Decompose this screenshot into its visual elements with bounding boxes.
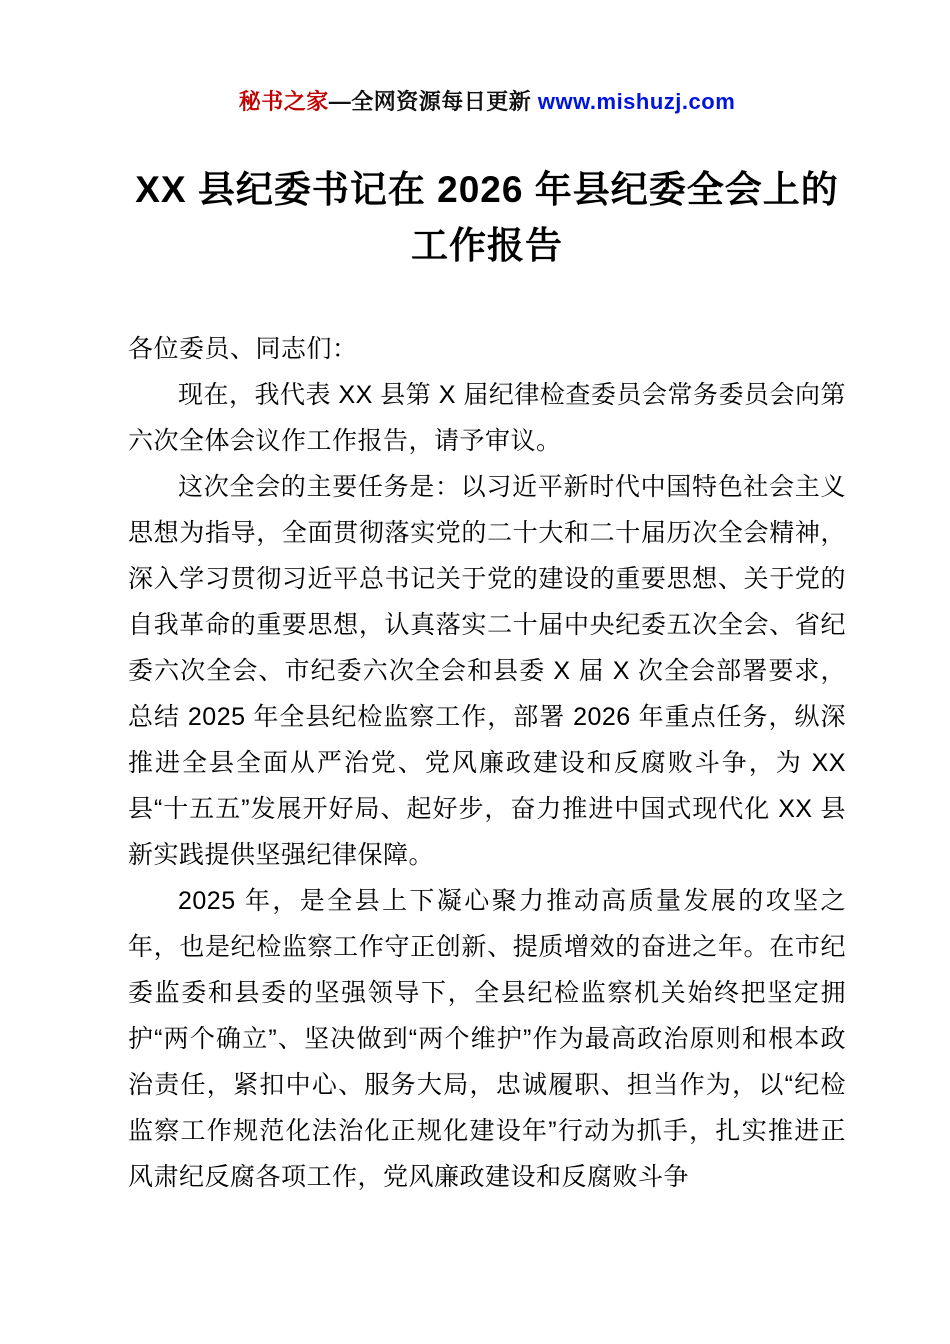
paragraph: 2025 年，是全县上下凝心聚力推动高质量发展的攻坚之年，也是纪检监察工作守正创新、提质增效的奋进之年。在市纪委监委和县委的坚强领导下，全县纪检监察机关始终把坚定拥护“两个确立”、坚决做到“两个维护”作为最高政治原则和根本政治责任，紧扣中心、服务大局，忠诚履职、担当作为，以“纪检监察工作规范化法治化正规化建设年”行动为抓手，扎实推进正风肃纪反腐各项工作，党风廉政建设和反腐败斗争 <box>128 887 846 1191</box>
paragraph: 各位委员、同志们： <box>128 335 358 363</box>
document-title: XX 县纪委书记在 2026 年县纪委全会上的工作报告 <box>135 169 839 266</box>
paragraph: 这次全会的主要任务是：以习近平新时代中国特色社会主义思想为指导，全面贯彻落实党的二十大和二十届历次全会精神，深入学习贯彻习近平总书记关于党的建设的重要思想、关于党的自我革命的重要思想，认真落实二十届中央纪委五次全会、省纪委六次全会、市纪委六次全会和县委 X 届 X 次全会部署要求，总结 2025 年全县纪检监察工作，部署 2026 年重点任务，纵深推进全县全面从严治党、党风廉政建设和反腐败斗争，为 XX 县“十五五”发展开好局、起好步，奋力推进中国式现代化 XX 县新实践提供坚强纪律保障。 <box>128 473 846 869</box>
site-header <box>128 85 846 116</box>
site-tagline: —全网资源每日更新 <box>328 89 538 114</box>
paragraph: 现在，我代表 XX 县第 X 届纪律检查委员会常务委员会向第六次全体会议作工作报告，请予审议。 <box>128 381 846 455</box>
site-brand: 秘书之家 <box>238 89 329 114</box>
site-url-link[interactable]: www.mishuzj.com <box>537 89 736 114</box>
document-body <box>128 326 846 1200</box>
